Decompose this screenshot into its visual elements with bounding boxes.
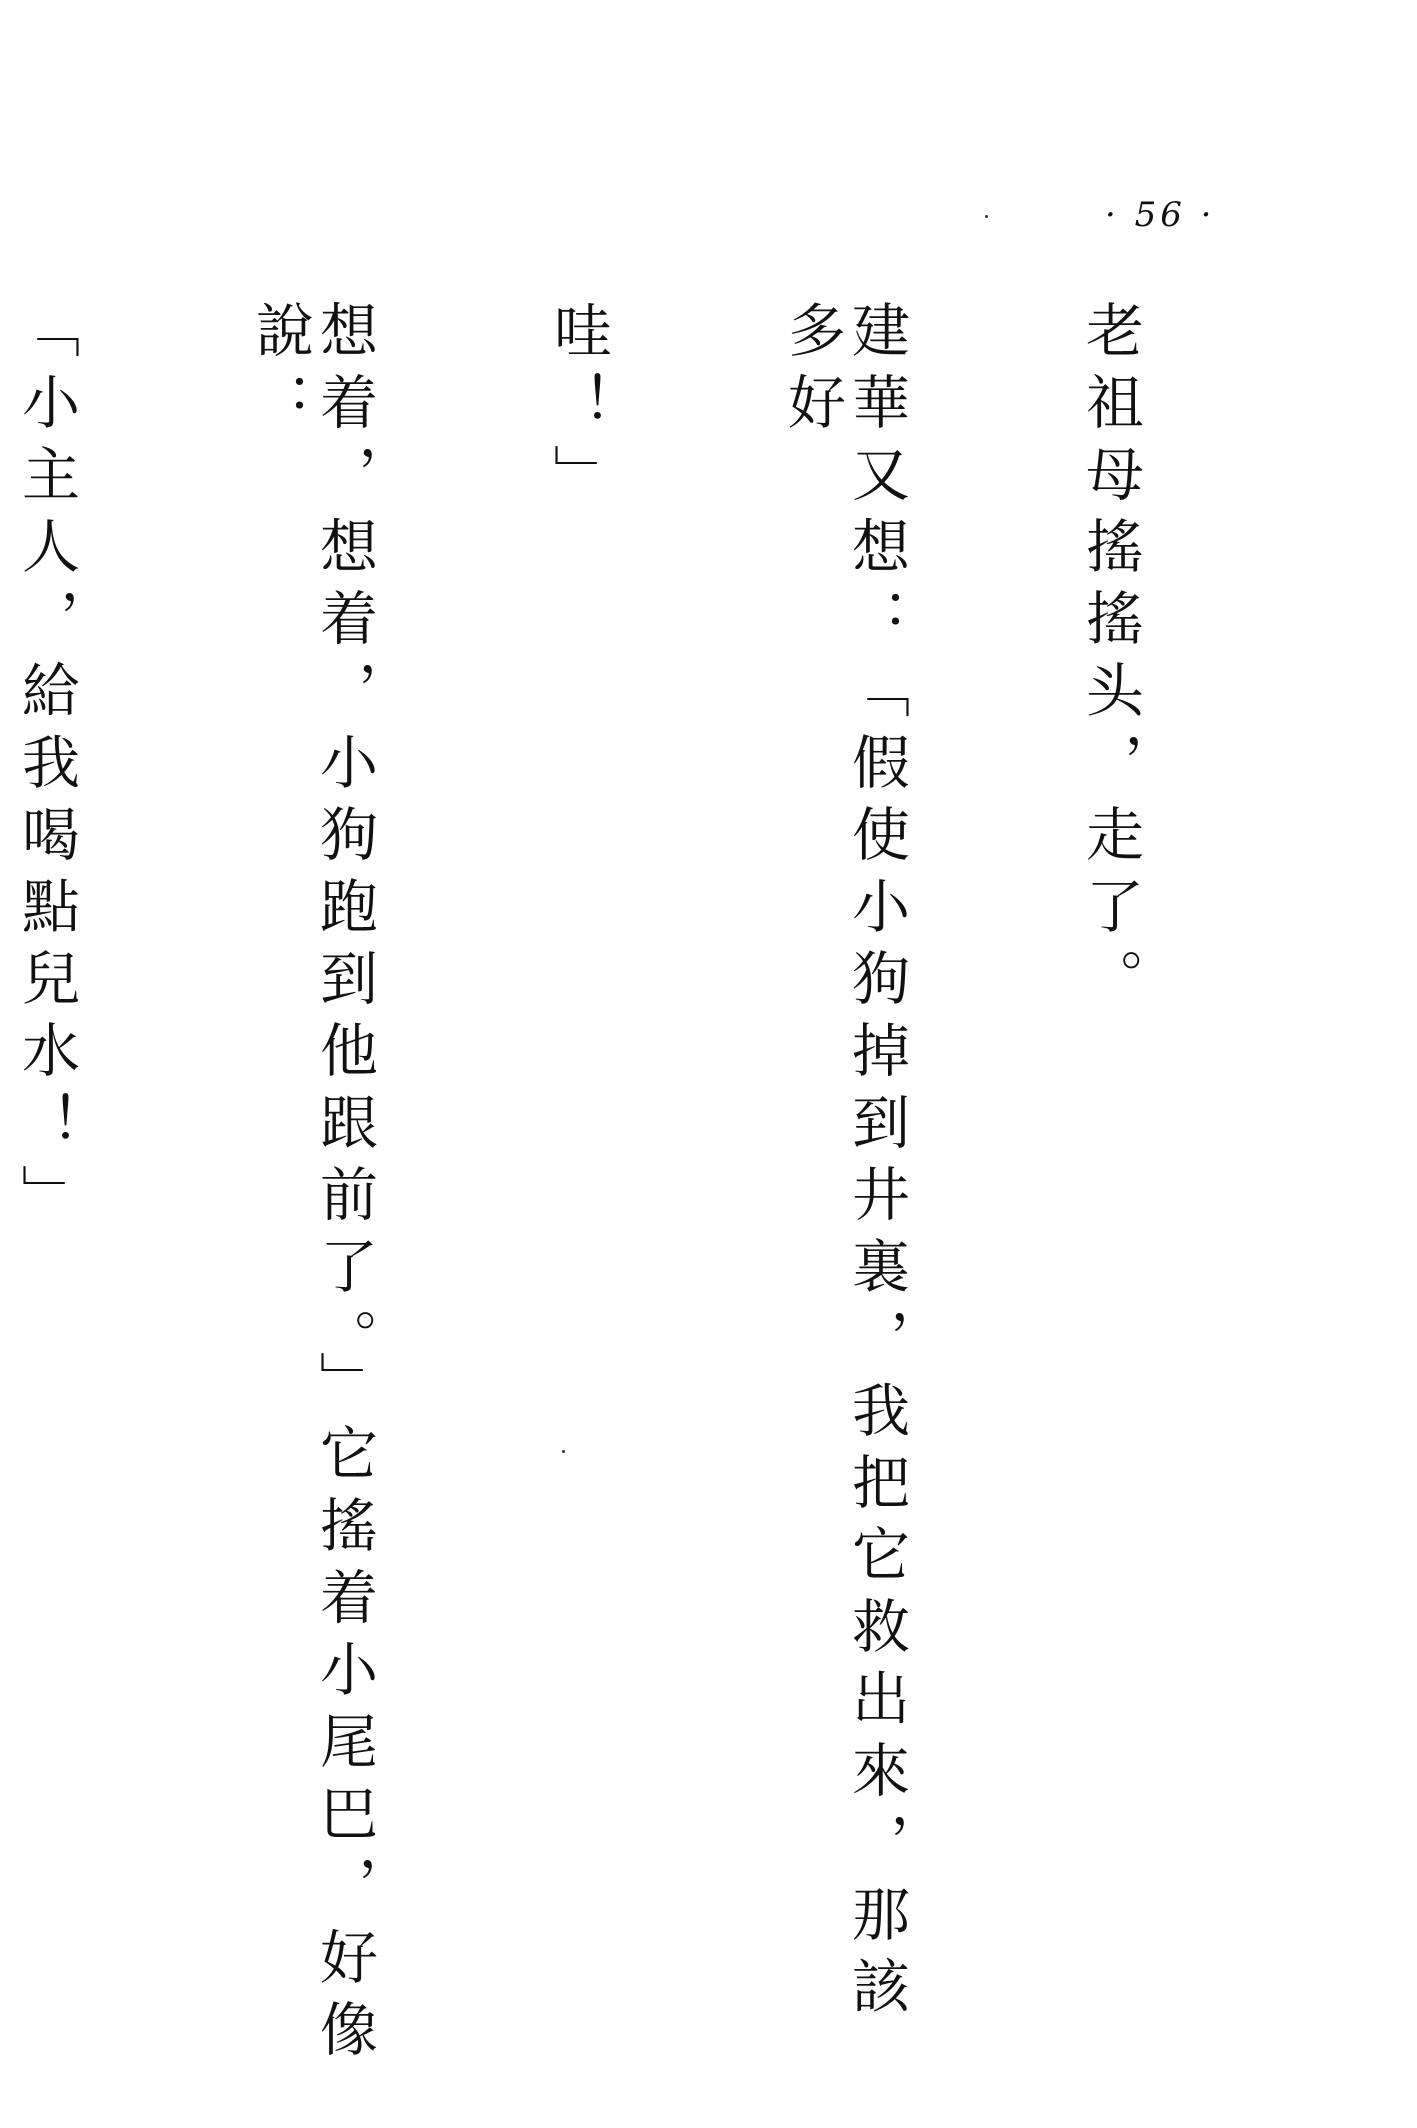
text-column: 「小主人，給我喝點兒水！」	[12, 300, 80, 1236]
text-column: 想着，想着，小狗跑到他跟前了。」它搖着小尾巴，好像說：	[246, 300, 378, 2071]
page-number: · 56 ·	[1105, 195, 1216, 235]
stray-mark	[985, 215, 988, 218]
text-column: 建華又想：「假使小狗掉到井裏，我把它救出來，那該多好	[778, 300, 910, 2028]
text-column: 哇！」	[544, 300, 612, 516]
text-column: 老祖母搖搖头，走了。	[1076, 300, 1144, 1020]
text-body	[12, 300, 1270, 2080]
